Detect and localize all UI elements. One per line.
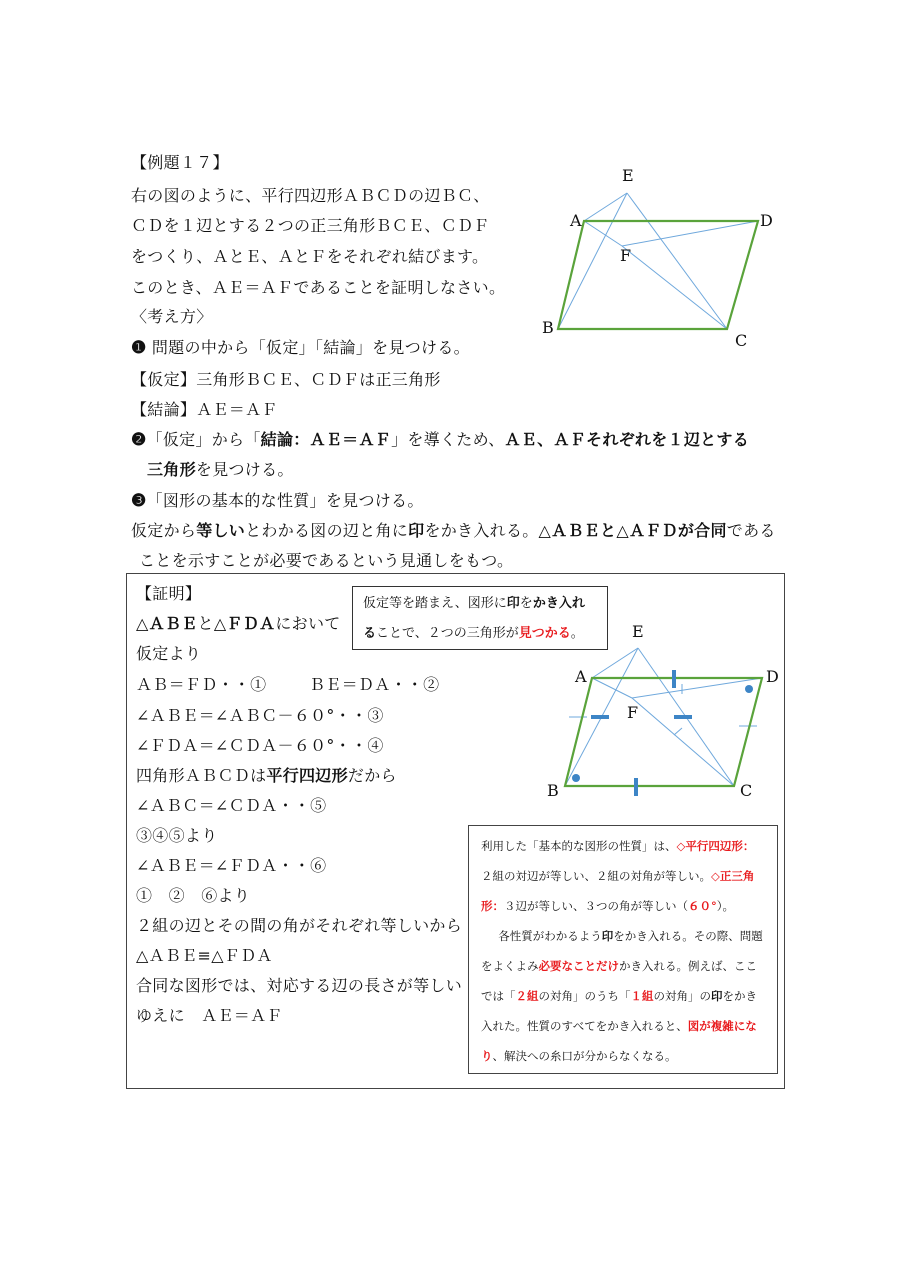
label-E: E (622, 166, 634, 185)
step-3-line-2: ことを示すことが必要であるという見通しをもつ。 (139, 551, 514, 570)
proof-box (126, 573, 785, 1089)
proof-line-3b: ＢＥ＝ＤＡ・・② (309, 675, 440, 694)
angle-mark-D (745, 685, 753, 693)
label-C: C (735, 331, 748, 350)
label-D: D (760, 211, 773, 230)
proof-line-7: ∠ＡＢＣ＝∠ＣＤＡ・・⑤ (136, 796, 327, 815)
step-2-cont: 三角形を見つける。 (147, 460, 294, 479)
step-2-number: ❷ (131, 430, 147, 450)
label-C-2: C (740, 781, 753, 800)
proof-line-14: ゆえに ＡＥ＝ＡＦ (136, 1006, 283, 1025)
angle-mark-B (572, 774, 580, 782)
label-E-2: E (632, 622, 644, 641)
proof-line-5: ∠ＦＤＡ＝∠ＣＤＡ－６０°・・④ (136, 736, 384, 755)
proof-line-6: 四角形ＡＢＣＤは平行四辺形だから (136, 766, 397, 785)
proof-line-3a: ＡＢ＝ＦＤ・・① (136, 675, 267, 694)
example-heading: 【例題１７】 (131, 153, 229, 172)
problem-line-2: ＣＤを１辺とする２つの正三角形ＢＣＥ、ＣＤＦ (131, 216, 490, 235)
figure-marked (537, 618, 785, 808)
problem-line-1: 右の図のように、平行四辺形ＡＢＣＤの辺ＢＣ、 (131, 186, 490, 205)
properties-note: 利用した「基本的な図形の性質」は、◇平行四辺形：２組の対辺が等しい、２組の対角が等しい。◇正三角形：３辺が等しい、３つの角が等しい（６０°）。 各性質がわかるよう印をかき入れる。その際、問題をよくよみ必要なことだけかき入れる。例えば、ここでは「２組の対角」のうち「１組の対角」の印をかき入れた。性質のすべてをかき入れると、図が複雑になり、解決への糸口が分からなくなる。 (468, 825, 778, 1074)
step-3-number: ❸ (131, 491, 147, 511)
label-F-2: F (627, 703, 639, 722)
proof-line-1: △ＡＢＥと△ＦＤＡにおいて (136, 614, 341, 633)
proof-title: 【証明】 (136, 584, 202, 603)
proof-line-10: ① ② ⑥より (136, 886, 251, 905)
step-1: ❶ 問題の中から「仮定」「結論」を見つける。 (131, 338, 470, 358)
step-2: ❷「仮定」から「結論：ＡＥ＝ＡＦ」を導くため、ＡＥ、ＡＦそれぞれを１辺とする (131, 430, 750, 450)
figure-top (530, 160, 790, 355)
step-1-number: ❶ (131, 338, 147, 358)
callout-note: 仮定等を踏まえ、図形に印をかき入れることで、２つの三角形が見つかる。 (352, 586, 608, 650)
problem-line-3: をつくり、ＡとＥ、ＡとＦをそれぞれ結びます。 (131, 247, 489, 266)
label-A-2: A (575, 667, 587, 686)
proof-line-2: 仮定より (136, 644, 202, 663)
problem-line-4: このとき、ＡＥ＝ＡＦであることを証明しなさい。 (131, 278, 506, 297)
proof-line-8: ③④⑤より (136, 826, 218, 845)
proof-line-12: △ＡＢＥ≡△ＦＤＡ (136, 946, 273, 965)
conclusion: 【結論】ＡＥ＝ＡＦ (131, 400, 278, 419)
label-D-2: D (766, 667, 779, 686)
label-F: F (620, 246, 632, 265)
proof-line-11: ２組の辺とその間の角がそれぞれ等しいから (136, 916, 463, 935)
step-3: ❸「図形の基本的な性質」を見つける。 (131, 491, 424, 511)
label-B-2: B (547, 781, 559, 800)
proof-line-4: ∠ＡＢＥ＝∠ＡＢＣ－６０°・・③ (136, 706, 384, 725)
assumption: 【仮定】三角形ＢＣＥ、ＣＤＦは正三角形 (131, 370, 441, 389)
proof-line-9: ∠ＡＢＥ＝∠ＦＤＡ・・⑥ (136, 856, 327, 875)
label-A: A (570, 211, 582, 230)
approach-heading: 〈考え方〉 (131, 307, 213, 326)
label-B: B (542, 318, 554, 337)
step-3-line-1: 仮定から等しいとわかる図の辺と角に印をかき入れる。△ＡＢＥと△ＡＦＤが合同である (131, 521, 776, 540)
proof-line-13: 合同な図形では、対応する辺の長さが等しい (136, 976, 463, 995)
